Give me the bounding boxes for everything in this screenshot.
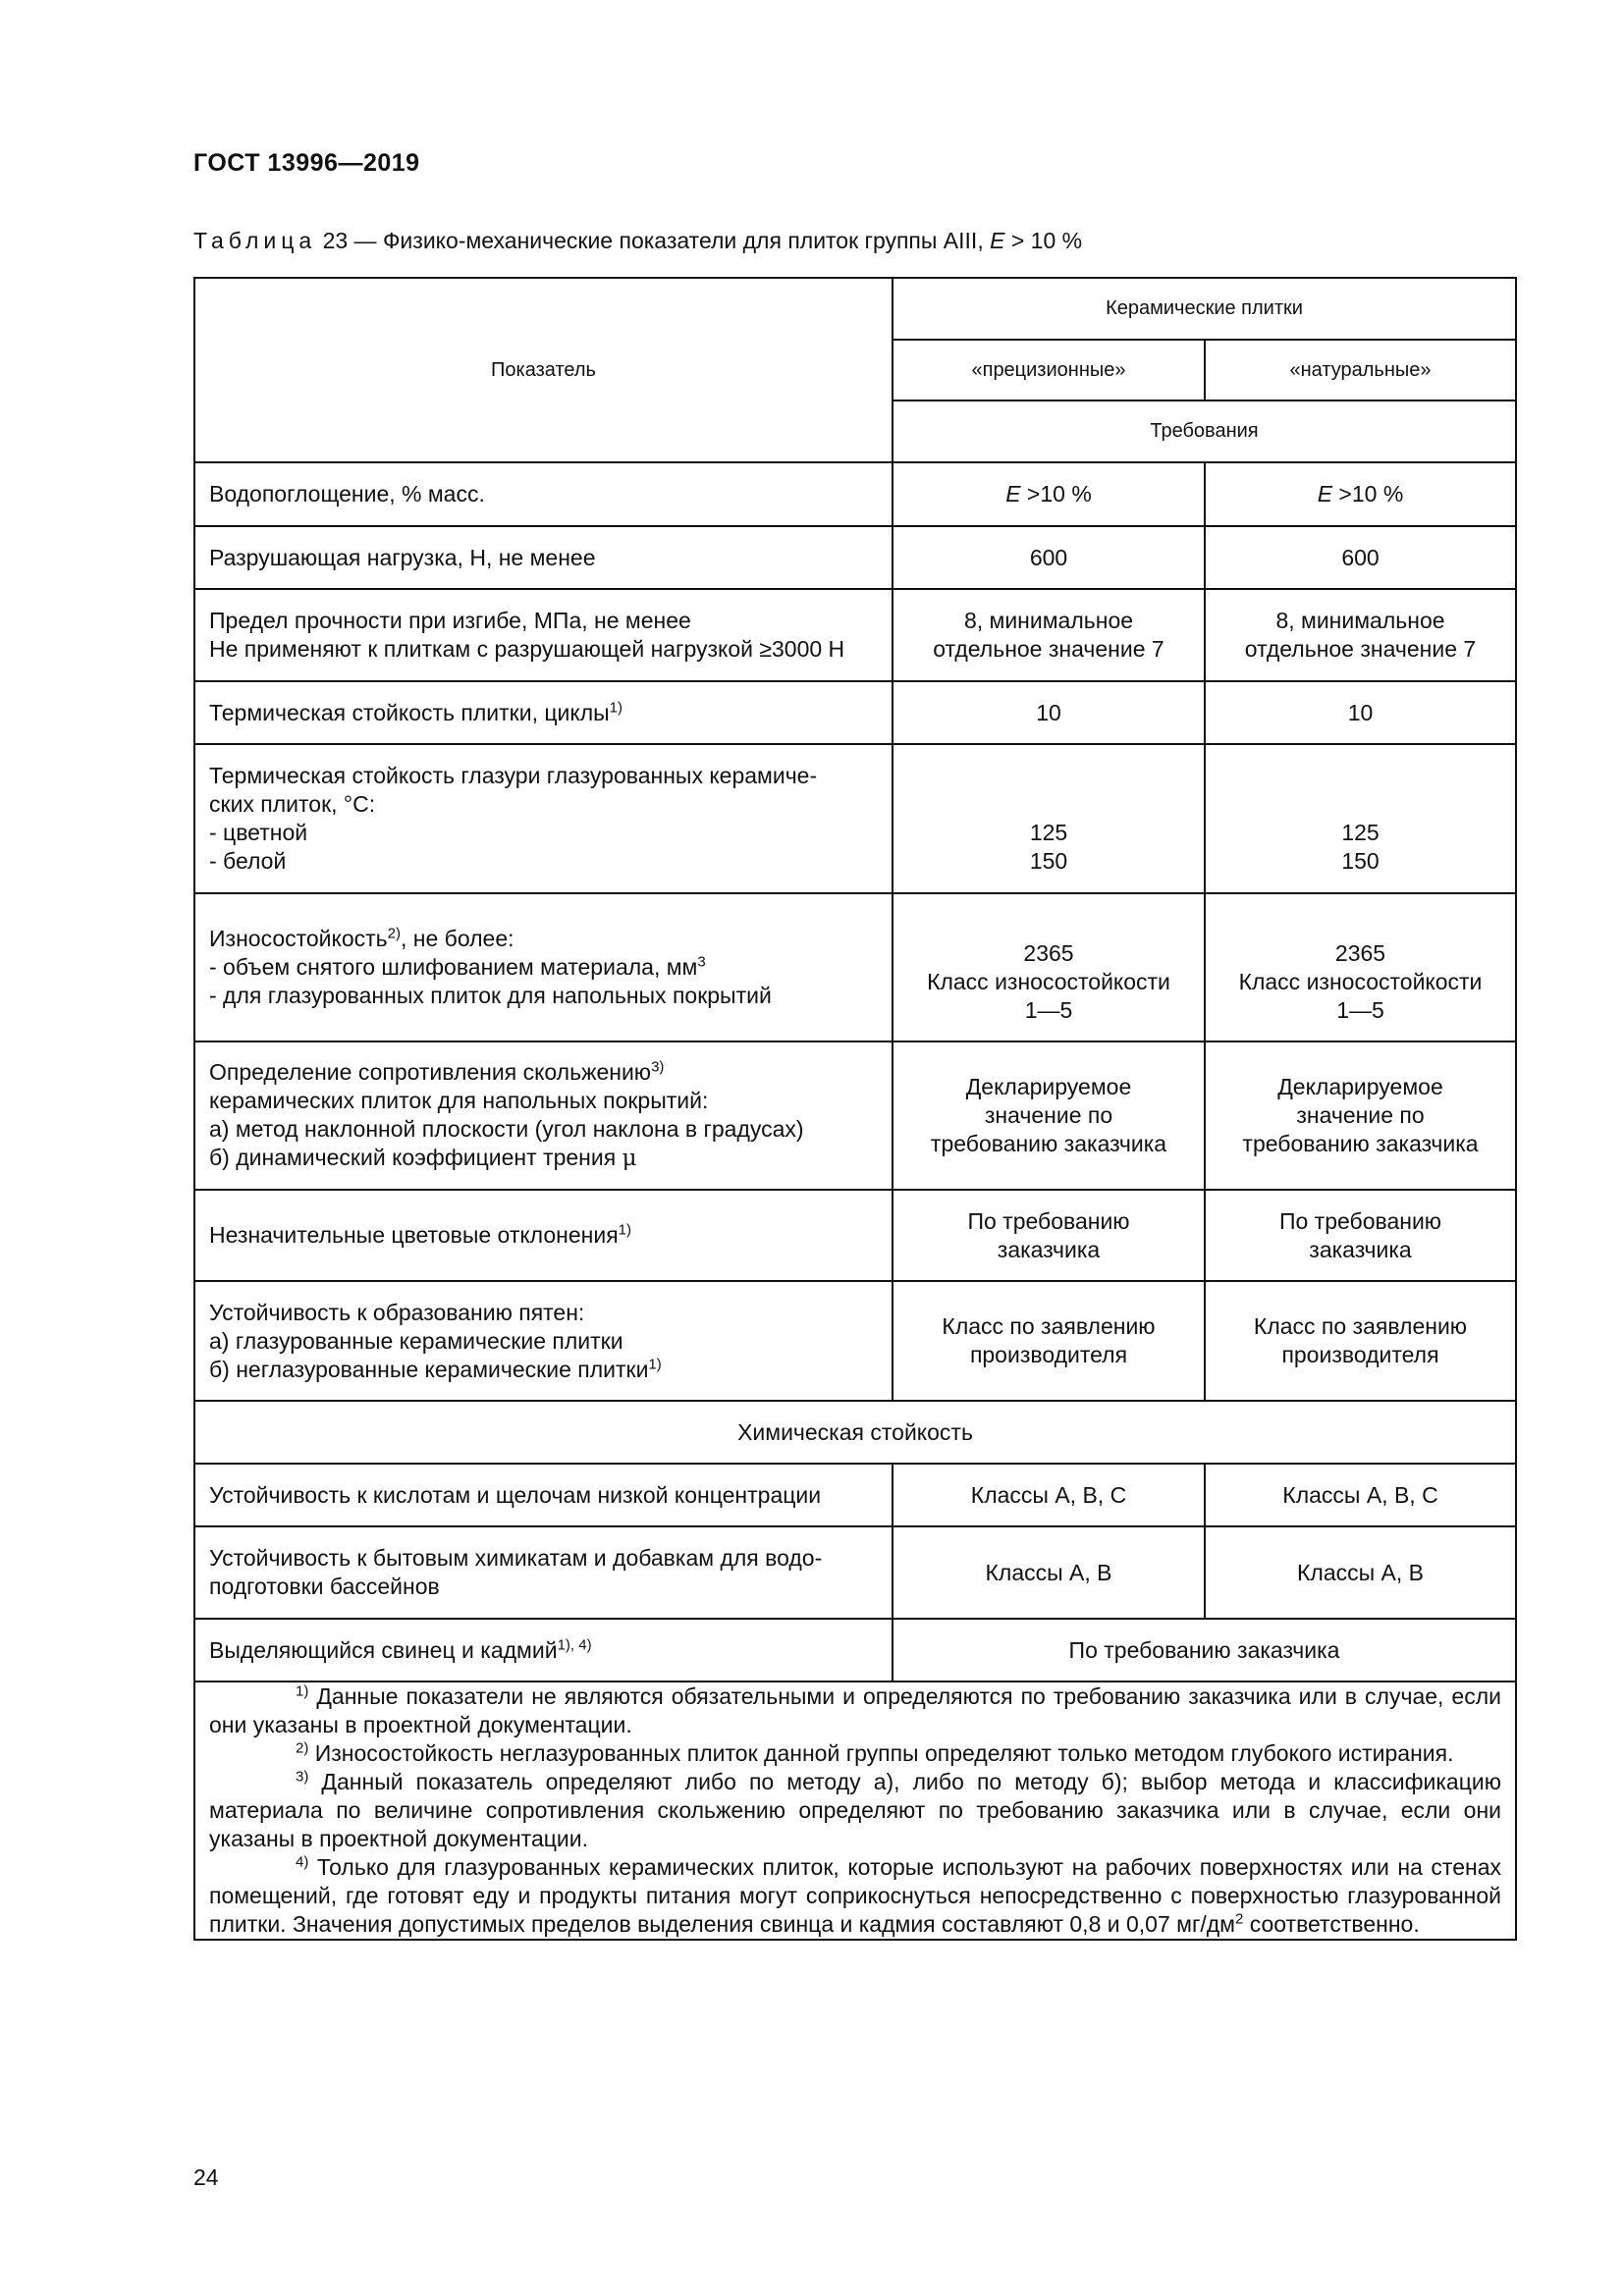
header-col-precision: «прецизионные» bbox=[893, 340, 1205, 400]
table-row bbox=[194, 681, 1516, 744]
row-value: 2365 Класс износостойкости 1—5 bbox=[1205, 893, 1516, 1041]
row-name: Устойчивость к кислотам и щелочам низкой концентрации bbox=[194, 1464, 893, 1526]
row-value: Классы А, В bbox=[893, 1526, 1205, 1619]
row-value: 10 bbox=[1205, 681, 1516, 744]
table-row bbox=[194, 589, 1516, 681]
footnote: $^{4)}$ Только для глазурованных керамических плиток, которые используют на рабочих поверхностях или на стенах помещений, где готовят еду и продукты питания могут соприкоснуться непосредственно с поверхностью глазурованной плитки. Значения допустимых пределов выделения свинца и кадмия составляют 0,8 и 0,07 $мг/дм^2$ соответственно. bbox=[209, 1853, 1501, 1937]
header-indicator: Показатель bbox=[194, 278, 893, 462]
header-col-natural: «натуральные» bbox=[1205, 340, 1516, 400]
row-value: 125 150 bbox=[893, 744, 1205, 893]
caption-text-end: > 10 % bbox=[1004, 228, 1083, 253]
table-row bbox=[194, 1464, 1516, 1526]
row-value: 8, минимальное отдельное значение 7 bbox=[893, 589, 1205, 681]
row-value: По требованию заказчика bbox=[893, 1619, 1516, 1682]
footnote: $^{3)}$ Данный показатель определяют либо по методу а), либо по методу б); выбор метода и классификацию материала по величине сопротивления скольжению определяют по требованию заказчика или в случае, если они указаны в проектной документации. bbox=[209, 1768, 1501, 1851]
table-caption bbox=[193, 228, 1082, 254]
table-row bbox=[194, 893, 1516, 1041]
table-row bbox=[194, 1041, 1516, 1190]
table-footnotes bbox=[194, 1682, 1516, 1940]
row-name: Износостойкость$^{2)}$, не более: - объем снятого шлифованием материала, $мм^3$ - для глазурованных плиток для напольных покрытий bbox=[194, 893, 893, 1041]
table-row bbox=[194, 1401, 1516, 1464]
properties-table bbox=[193, 277, 1517, 1941]
row-value: E >10 % bbox=[893, 462, 1205, 526]
table-row bbox=[194, 1190, 1516, 1281]
row-name: Предел прочности при изгибе, МПа, не менее Не применяют к плиткам с разрушающей нагрузкой ≥3000 Н bbox=[194, 589, 893, 681]
row-value: По требованию заказчика bbox=[1205, 1190, 1516, 1281]
row-name: Водопоглощение, % масс. bbox=[194, 462, 893, 526]
row-value: Класс по заявлению производителя bbox=[893, 1281, 1205, 1401]
document-code: ГОСТ 13996—2019 bbox=[193, 149, 420, 177]
footnote: $^{1)}$ Данные показатели не являются обязательными и определяются по требованию заказчика или в случае, если они указаны в проектной документации. bbox=[209, 1682, 1501, 1737]
row-value: Декларируемое значение по требованию заказчика bbox=[1205, 1041, 1516, 1190]
row-value: Класс по заявлению производителя bbox=[1205, 1281, 1516, 1401]
table-row bbox=[194, 462, 1516, 526]
row-name: Выделяющийся свинец и кадмий$^{1), 4)}$ bbox=[194, 1619, 893, 1682]
caption-var: E bbox=[990, 228, 1005, 253]
row-value: Классы А, В, С bbox=[1205, 1464, 1516, 1526]
page-number: 24 bbox=[193, 2164, 219, 2190]
row-value: E >10 % bbox=[1205, 462, 1516, 526]
caption-text: 23 — Физико-механические показатели для плиток группы AIII, bbox=[316, 228, 991, 253]
row-value: Классы А, В bbox=[1205, 1526, 1516, 1619]
row-name: Термическая стойкость глазури глазурованных керамиче- ских плиток, °С: - цветной - белой bbox=[194, 744, 893, 893]
header-requirements: Требования bbox=[893, 400, 1516, 462]
table-row bbox=[194, 278, 1516, 340]
row-value: 600 bbox=[893, 526, 1205, 589]
table-row bbox=[194, 1526, 1516, 1619]
row-name: Термическая стойкость плитки, циклы$^{1)}$ bbox=[194, 681, 893, 744]
row-value: 10 bbox=[893, 681, 1205, 744]
row-name: Устойчивость к бытовым химикатам и добавкам для водо- подготовки бассейнов bbox=[194, 1526, 893, 1619]
table-row bbox=[194, 1281, 1516, 1401]
footnote: $^{2)}$ Износостойкость неглазурованных плиток данной группы определяют только методом глубокого истирания. bbox=[296, 1739, 1454, 1766]
row-name: Разрушающая нагрузка, Н, не менее bbox=[194, 526, 893, 589]
row-value: По требованию заказчика bbox=[893, 1190, 1205, 1281]
row-value: Декларируемое значение по требованию заказчика bbox=[893, 1041, 1205, 1190]
table-row bbox=[194, 1619, 1516, 1682]
row-value: 600 bbox=[1205, 526, 1516, 589]
row-value: 8, минимальное отдельное значение 7 bbox=[1205, 589, 1516, 681]
table-row bbox=[194, 1682, 1516, 1940]
header-group: Керамические плитки bbox=[893, 278, 1516, 340]
caption-label: Таблица bbox=[193, 228, 317, 253]
row-name: Определение сопротивления скольжению$^{3)}$ керамических плиток для напольных покрытий: а) метод наклонной плоскости (угол наклона в градусах) б) динамический коэффициент трения μ bbox=[194, 1041, 893, 1190]
row-name: Устойчивость к образованию пятен: а) глазурованные керамические плитки б) неглазурованные керамические плитки$^{1)}$ bbox=[194, 1281, 893, 1401]
row-name: Незначительные цветовые отклонения$^{1)}$ bbox=[194, 1190, 893, 1281]
row-value: 2365 Класс износостойкости 1—5 bbox=[893, 893, 1205, 1041]
row-value: 125 150 bbox=[1205, 744, 1516, 893]
table-row bbox=[194, 744, 1516, 893]
table-row bbox=[194, 526, 1516, 589]
row-value: Классы А, В, С bbox=[893, 1464, 1205, 1526]
section-title: Химическая стойкость bbox=[194, 1401, 1516, 1464]
